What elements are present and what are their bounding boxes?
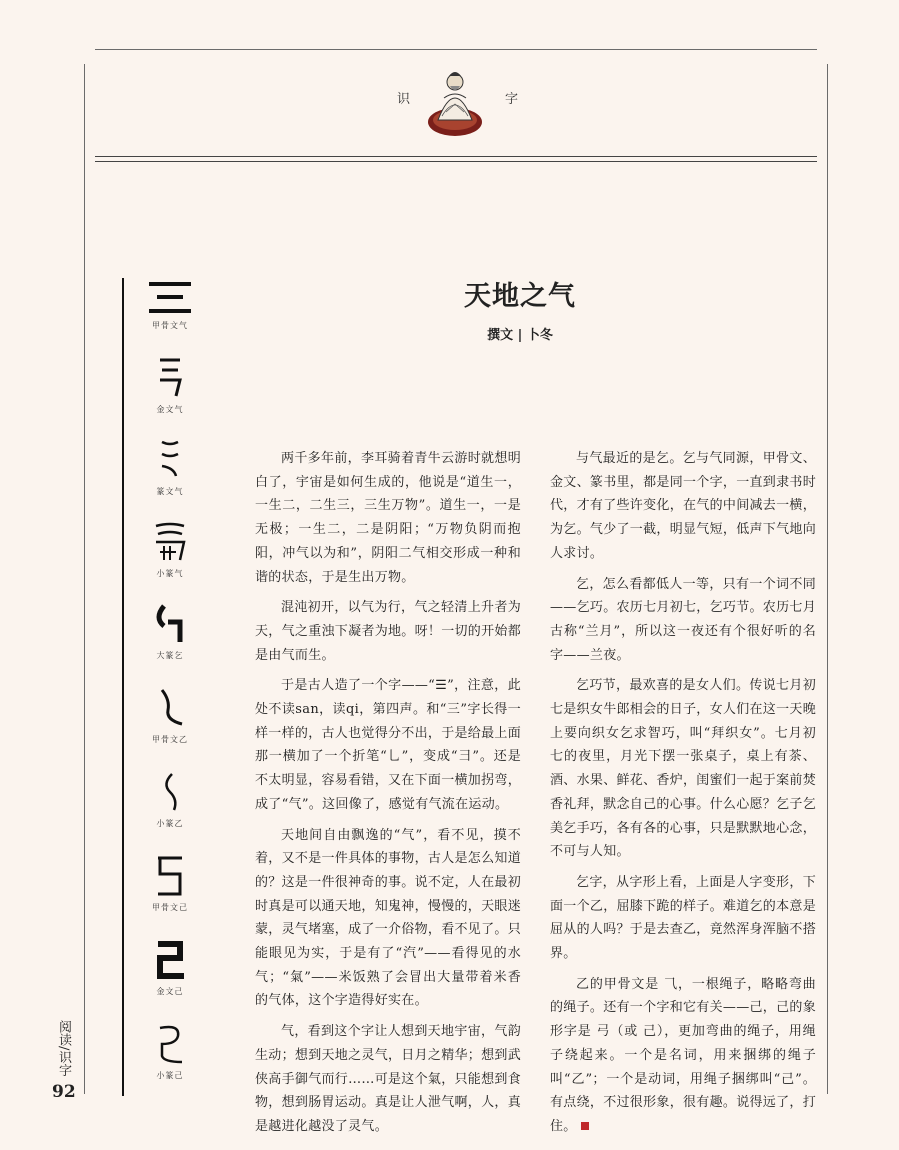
paragraph: 于是古人造了一个字——“☰”，注意，此处不读san，读qi，第四声。和“三”字长得一样一样的，古人也觉得分不出，于是给最上面那一横加了一个折笔“乚”，变成“⺕”。还是不太明显，容易看错，又在下面一横加拐弯，成了“气”。这回像了，感觉有气流在运动。	[255, 678, 522, 812]
paragraph: 混沌初开，以气为行，气之轻清上升者为天，气之重浊下凝者为地。呀！一切的开始都是由气而生。	[255, 600, 522, 663]
top-rule	[95, 49, 817, 50]
end-mark-icon	[581, 1122, 589, 1130]
header-char-right: 字	[505, 92, 519, 107]
glyph-large-seal-qi	[130, 602, 210, 661]
paragraph: 与气最近的是乞。乞与气同源，甲骨文、金文、篆书里，都是同一个字，一直到隶书时代，才有了些许变化，在气的中间减去一横，为乞。气少了一截，明显气短，低声下气地向人求讨。	[550, 451, 817, 561]
header-double-rule	[95, 156, 817, 162]
glyph-caption: 金文己	[156, 987, 184, 996]
glyph-sidebar-rule	[122, 278, 124, 1096]
bronze-qi-icon	[150, 356, 190, 400]
glyph-oracle-ji	[130, 854, 210, 913]
left-margin-rule	[84, 64, 85, 1094]
large-seal-qi-icon	[150, 602, 190, 646]
article-title: 天地之气	[464, 281, 576, 312]
oracle-ji-icon	[150, 854, 190, 898]
glyph-caption: 金文气	[156, 405, 184, 414]
glyph-caption: 大篆乞	[156, 651, 184, 660]
glyph-caption: 小篆气	[156, 569, 184, 578]
paragraph: 乞字，从字形上看，上面是人字变形，下面一个乙，屈膝下跪的样子。难道乞的本意是屈从的人吗？于是去查乙，竟然浑身浑脑不搭界。	[550, 874, 817, 962]
glyph-small-seal-ji	[130, 1022, 210, 1081]
glyph-caption: 小篆己	[156, 1071, 184, 1080]
glyph-caption: 篆文气	[156, 487, 184, 496]
glyph-oracle-yi	[130, 686, 210, 745]
article-byline: 撰文 | 卜冬	[487, 328, 553, 343]
glyph-small-seal-qi	[130, 520, 210, 579]
bronze-ji-icon	[150, 938, 190, 982]
seal-qi-icon	[150, 438, 190, 482]
paragraph: 乞，怎么看都低人一等，只有一个词不同——乞巧。农历七月初七，乞巧节。农历七月古称“兰月”，所以这一夜还有个很好听的名字——兰夜。	[550, 576, 817, 663]
glyph-caption: 甲骨文己	[152, 903, 188, 912]
page-meta	[52, 1020, 74, 1102]
paragraph: 天地间自由飘逸的“气”，看不见，摸不着，又不是一件具体的事物，古人是怎么知道的？这是一件很神奇的事。说不定，人在最初时真是可以通天地，知鬼神，慢慢的，天眼迷蒙，灵气堵塞，成了一介俗物，看不见了。只能眼见为实，于是有了“汽”——看得见的水气；“氣”——米饭熟了会冒出大量带着米香的气体，这个字造得好实在。	[255, 827, 522, 1009]
glyph-seal-qi	[130, 438, 210, 497]
oracle-yi-icon	[150, 686, 190, 730]
header-char-left: 识	[397, 92, 411, 107]
oracle-qi-three-strokes-icon	[145, 280, 195, 316]
paragraph: 气，看到这个字让人想到天地宇宙，气韵生动；想到天地之灵气，日月之精华；想到武侠高手御气而行……可是这个氣，只能想到食物，想到肠胃运动。真是让人泄气啊，人，真是越进化越没了灵气。	[255, 1024, 522, 1134]
glyph-oracle-qi	[130, 280, 210, 331]
paragraph: 两千多年前，李耳骑着青牛云游时就想明白了，宇宙是如何生成的，他说是“道生一，一生二，二生三，三生万物”。道生一，一是无极；一生二，二是阴阳；“万物负阴而抱阳，冲气以为和”，阴阳二气相交形成一种和谐的状态，于是生出万物。	[255, 451, 521, 585]
glyph-bronze-qi	[130, 356, 210, 415]
small-seal-ji-icon	[150, 1022, 190, 1066]
page-number: 92	[52, 1082, 76, 1103]
small-seal-yi-icon	[150, 770, 190, 814]
scholar-emblem-icon	[424, 64, 486, 138]
glyph-caption: 小篆乙	[156, 819, 184, 828]
glyph-caption: 甲骨文乙	[152, 735, 188, 744]
paragraph-final	[550, 973, 816, 1139]
article-column-right	[550, 447, 816, 1146]
glyph-small-seal-yi	[130, 770, 210, 829]
article-column-left	[255, 447, 521, 1146]
section-label: 阅读/识字	[56, 1020, 71, 1077]
glyph-bronze-ji	[130, 938, 210, 997]
right-margin-rule	[827, 64, 828, 1094]
paragraph: 乞巧节，最欢喜的是女人们。传说七月初七是织女牛郎相会的日子，女人们在这一天晚上要向织女乞求智巧，叫“拜织女”。七月初七的夜里，月光下摆一张桌子，桌上有茶、酒、水果、鲜花、香炉，闺蜜们一起于案前焚香礼拜，默念自己的心事。什么心愿？乞子乞美乞手巧，各有各的心事，只是默默地心念，不可与人知。	[550, 678, 817, 860]
paragraph-final-text: 乙的甲骨文是 ⺄，一根绳子，略略弯曲的绳子。还有一个字和它有关——己，己的象形字是 ⼸（或 己），更加弯曲的绳子，用绳子绕起来。一个是名词，用来捆绑的绳子叫“乙”；一个是动词，用绳子捆绑叫“己”。有点绕，不过很形象，很有趣。说得远了，打住。	[550, 976, 817, 1134]
small-seal-qi-icon	[150, 520, 190, 564]
glyph-caption: 甲骨文气	[152, 321, 188, 330]
